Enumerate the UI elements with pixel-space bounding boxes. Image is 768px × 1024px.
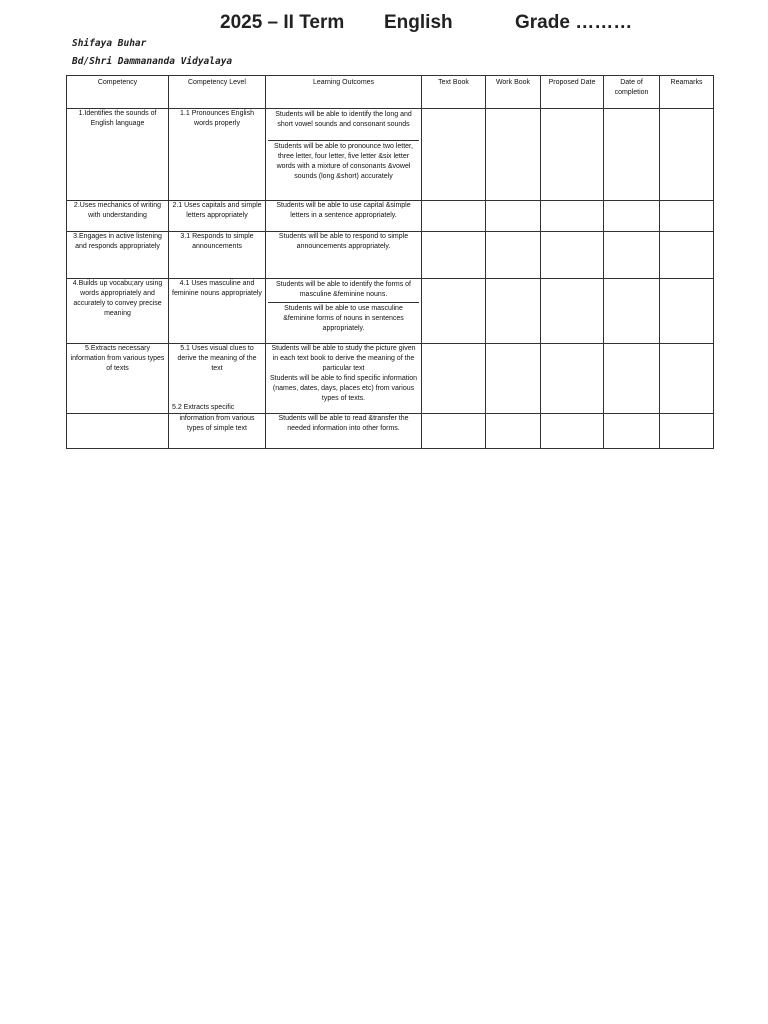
header-text-book: Text Book [422,76,486,109]
competency-cell: 3.Engages in active listening and responds appropriately [67,232,169,279]
date-of-completion-cell [604,344,660,414]
learning-outcomes-cell [266,109,422,201]
competency-cell [67,414,169,449]
header-proposed-date: Proposed Date [541,76,604,109]
proposed-date-cell [541,414,604,449]
remarks-cell [660,201,714,232]
work-book-cell [486,279,541,344]
table-row [67,279,714,344]
remarks-cell [660,344,714,414]
work-book-cell [486,201,541,232]
competency-cell: 2.Uses mechanics of writing with understanding [67,201,169,232]
competency-level-cell: 2.1 Uses capitals and simple letters appropriately [169,201,266,232]
header-work-book: Work Book [486,76,541,109]
text-book-cell [422,344,486,414]
document-title [0,12,768,38]
remarks-cell [660,232,714,279]
outcome-item: Students will be able to use masculine &feminine forms of nouns in sentences appropriately. [283,305,404,332]
table-row [67,414,714,449]
competency-level-cell [169,344,266,414]
remarks-cell [660,414,714,449]
table-row [67,232,714,279]
table-row [67,344,714,414]
remarks-cell [660,279,714,344]
learning-outcomes-cell: Students will be able to respond to simple announcements appropriately. [266,232,422,279]
text-book-cell [422,201,486,232]
work-book-cell [486,344,541,414]
proposed-date-cell [541,344,604,414]
learning-outcomes-cell [266,344,422,414]
date-of-completion-cell [604,232,660,279]
header-date-of-completion: Date of completion [604,76,660,109]
competency-level-cell: 3.1 Responds to simple announcements [169,232,266,279]
competency-level-cell: 4.1 Uses masculine and feminine nouns appropriately [169,279,266,344]
subject-title: English [384,12,453,33]
learning-outcomes-cell: Students will be able to read &transfer the needed information into other forms. [266,414,422,449]
term-plan-table [66,75,714,449]
outcome-item: Students will be able to pronounce two letter, three letter, four letter, five letter &six letter words with a mixture of consonants &vowel sounds (long &short) accurately [274,143,413,180]
work-book-cell [486,414,541,449]
header-remarks: Reamarks [660,76,714,109]
table-row [67,109,714,201]
date-of-completion-cell [604,109,660,201]
school-name: Bd/Shri Dammananda Vidyalaya [72,56,233,67]
proposed-date-cell [541,109,604,201]
competency-level-text: 5.1 Uses visual clues to derive the meaning of the text [177,345,257,372]
competency-cell: 4.Builds up vocabu;ary using words appropriately and accurately to convey precise meaning [67,279,169,344]
header-competency-level: Competency Level [169,76,266,109]
outcome-item: Students will be able to identify the forms of masculine &feminine nouns. [268,279,419,303]
outcome-item: Students will be able to study the picture given in each text book to derive the meaning of the particular text [271,345,416,372]
work-book-cell [486,109,541,201]
competency-level-cell: 1.1 Pronounces English words properly [169,109,266,201]
competency-level-cell: information from various types of simple text [169,414,266,449]
date-of-completion-cell [604,279,660,344]
grade-title: Grade ……… [515,12,633,33]
text-book-cell [422,109,486,201]
text-book-cell [422,414,486,449]
term-title: 2025 – II Term [220,12,345,33]
text-book-cell [422,279,486,344]
date-of-completion-cell [604,201,660,232]
work-book-cell [486,232,541,279]
learning-outcomes-cell: Students will be able to use capital &simple letters in a sentence appropriately. [266,201,422,232]
outcome-item: Students will be able to identify the long and short vowel sounds and consonant sounds [268,109,419,141]
table-header-row [67,76,714,109]
header-learning-outcomes: Learning Outcomes [266,76,422,109]
proposed-date-cell [541,201,604,232]
competency-cell: 5.Extracts necessary information from various types of texts [67,344,169,414]
outcome-item: Students will be able to find specific information (names, dates, days, places etc) from various types of texts. [269,375,418,402]
header-competency: Competency [67,76,169,109]
proposed-date-cell [541,279,604,344]
text-book-cell [422,232,486,279]
date-of-completion-cell [604,414,660,449]
competency-cell: 1.Identifies the sounds of English language [67,109,169,201]
teacher-name: Shifaya Buhar [72,38,147,49]
competency-level-extra: 5.2 Extracts specific [172,404,235,411]
learning-outcomes-cell [266,279,422,344]
proposed-date-cell [541,232,604,279]
remarks-cell [660,109,714,201]
table-row [67,201,714,232]
